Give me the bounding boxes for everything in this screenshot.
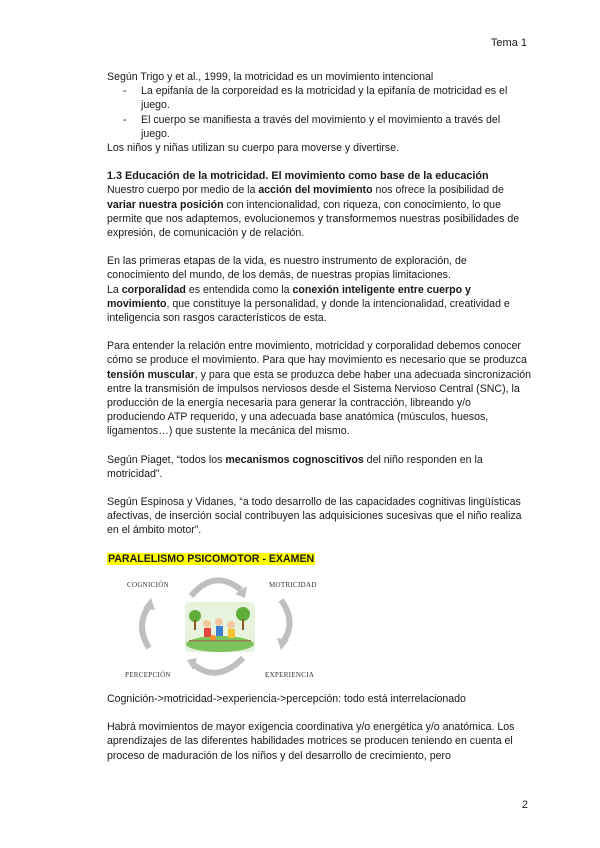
label-percepcion: PERCEPCIÓN: [125, 670, 171, 679]
header-title: Tema 1: [490, 37, 527, 49]
intro-line: Según Trigo y et al., 1999, la motricidad es un movimiento intencional: [107, 71, 434, 83]
curved-arrow-icon: [275, 596, 299, 650]
curved-arrow-icon: [185, 654, 249, 680]
psychomotor-cycle-diagram: [119, 570, 317, 682]
paragraph: En las primeras etapas de la vida, es nuestro instrumento de exploración, de conocimiento del mundo, de los demás, de nuestras propias limitaciones.: [107, 255, 467, 282]
intro-bullet-list: [107, 84, 531, 141]
paragraph: Habrá movimientos de mayor exigencia coordinativa y/o energética y/o anatómica. Los aprendizajes de las diferentes habilidades motrices se producen teniendo en cuenta el proceso de maduración de los niños y del desarrollo de crecimiento, pero: [107, 721, 515, 762]
bullet-item: - El cuerpo se manifiesta a través del movimiento y el movimiento a través del juego.: [107, 113, 531, 141]
children-playing-illustration: [185, 602, 255, 652]
section-heading: 1.3 Educación de la motricidad. El movimiento como base de la educación: [107, 170, 489, 183]
paralelismo-heading: PARALELISMO PSICOMOTOR - EXAMEN: [108, 552, 315, 565]
paragraph: Para entender la relación entre movimiento, motricidad y corporalidad debemos conocer cómo se produce el movimiento. Para que hay movimiento es necesario que se produzca tensión muscular, y para que esta se produzca debe haber una adecuada sincronización entre la transmisión de impulsos nerviosos desde el Sistema Nervioso Central (SNC), la producción de la energía necesaria para generar la contracción, libreando y/o produciendo ATP requerido, y una adecuada base anatómica (músculos, huesos, ligamentos…) que sustente la mecánica del mismo.: [107, 340, 532, 438]
label-cognicion: COGNICIÓN: [127, 580, 169, 589]
curved-arrow-icon: [135, 598, 159, 652]
intro-closing-line: Los niños y niñas utilizan su cuerpo para moverse y divertirse.: [107, 142, 400, 155]
page-number: 2: [521, 799, 528, 811]
page-content: [107, 70, 531, 763]
bullet-item: - La epifanía de la corporeidad es la motricidad y la epifanía de motricidad es el juego.: [107, 84, 531, 112]
paragraph: Según Espinosa y Vidanes, “a todo desarrollo de las capacidades cognitivas lingüísticas afectivas, de inserción social contribuyen las adquisiciones sucesivas que el niño realiza en el ámbito motor”.: [107, 496, 522, 537]
label-motricidad: MOTRICIDAD: [269, 580, 317, 589]
paragraph: Nuestro cuerpo por medio de la acción del movimiento nos ofrece la posibilidad de variar nuestra posición con intencionalidad, con riqueza, con conocimiento, lo que permite que nos adaptemos, evolucionemos y transformemos nuestras posibilidades de expresión, de comunicación y de relación.: [107, 184, 520, 240]
paragraph: La corporalidad es entendida como la conexión inteligente entre cuerpo y movimiento, que constituye la personalidad, y donde la intencionalidad, creatividad e inteligencia son rasgos característicos de esta.: [107, 283, 510, 325]
paragraph: Según Piaget, “todos los mecanismos cognoscitivos del niño responden en la motricidad”.: [107, 453, 483, 480]
diagram-caption: Cognición->motricidad->experiencia->percepción: todo está interrelacionado: [107, 692, 466, 705]
curved-arrow-icon: [185, 572, 249, 600]
label-experiencia: EXPERIENCIA: [265, 670, 315, 679]
